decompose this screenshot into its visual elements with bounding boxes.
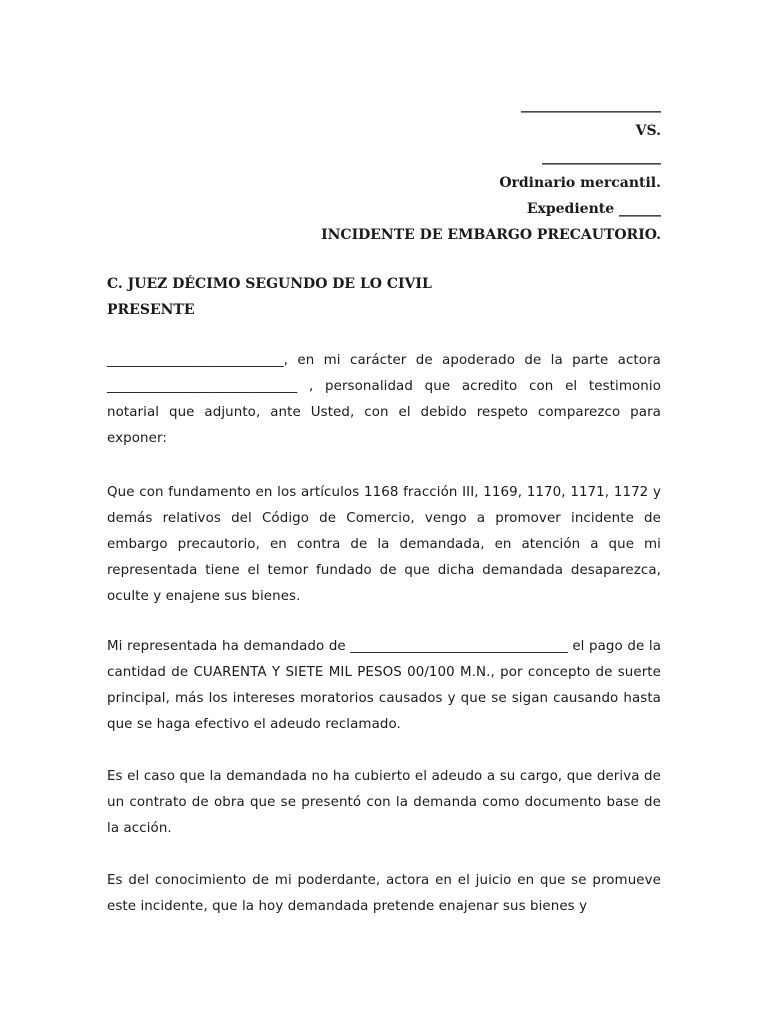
case-header: [241, 92, 661, 248]
incident-title: INCIDENTE DE EMBARGO PRECAUTORIO.: [321, 227, 661, 243]
versus-label: VS.: [635, 123, 661, 139]
paragraph-appearance: __________________________, en mi carácter de apoderado de la parte actora ____________________________ , personalidad que acredito con el testimonio notarial que adjunto, ante Usted, con el debido respeto comparezco para exponer:: [107, 353, 661, 446]
paragraph-claim: Mi representada ha demandado de ________________________________ el pago de la cantidad de CUARENTA Y SIETE MIL PESOS 00/100 M.N., por concepto de suerte principal, más los intereses moratorios causados y que se sigan causando hasta que se haga efectivo el adeudo reclamado.: [107, 639, 661, 732]
paragraph-debt: Es el caso que la demandada no ha cubierto el adeudo a su cargo, que deriva de un contrato de obra que se presentó con la demanda como documento base de la acción.: [107, 769, 661, 836]
party-one-blank: ____________________: [521, 97, 661, 113]
paragraph-knowledge: Es del conocimiento de mi poderdante, actora en el juicio en que se promueve este incidente, que la hoy demandada pretende enajenar sus bienes y: [107, 873, 661, 914]
addressee-block: [107, 271, 432, 323]
party-two-blank: _________________: [542, 149, 661, 165]
judge-title: C. JUEZ DÉCIMO SEGUNDO DE LO CIVIL: [107, 276, 432, 292]
proceeding-type: Ordinario mercantil.: [499, 175, 661, 191]
presente-label: PRESENTE: [107, 302, 195, 318]
case-number: Expediente ______: [526, 201, 661, 217]
paragraph-legal-basis: Que con fundamento en los artículos 1168 fracción III, 1169, 1170, 1171, 1172 y demás relativos del Código de Comercio, vengo a promover incidente de embargo precautorio, en contra de la demandada, en atención a que mi representada tiene el temor fundado de que dicha demandada desaparezca, oculte y enajene sus bienes.: [107, 485, 661, 604]
